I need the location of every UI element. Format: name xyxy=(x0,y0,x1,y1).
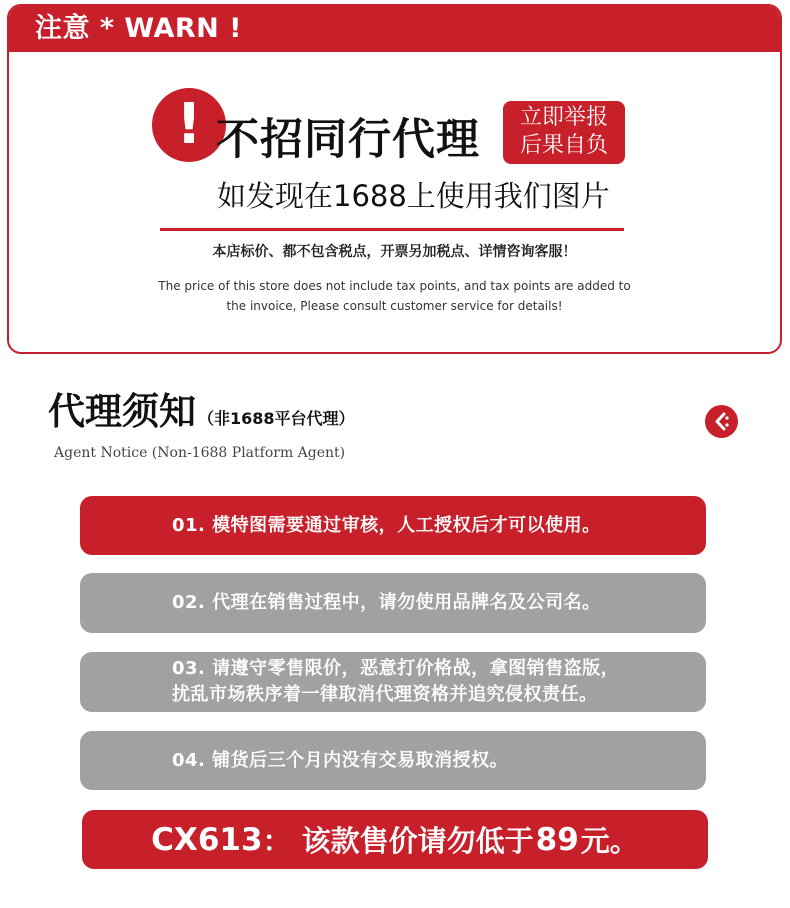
notice-item-text: 01. 模特图需要通过审核，人工授权后才可以使用。 xyxy=(172,514,601,536)
report-badge xyxy=(503,101,625,164)
report-badge-line1: 立即举报 xyxy=(519,105,608,130)
minimum-price-banner xyxy=(82,810,708,869)
notice-item-2 xyxy=(80,573,706,633)
notice-item-4 xyxy=(80,731,706,790)
agent-notice-title-main: 代理须知 xyxy=(48,390,196,433)
notice-item-1 xyxy=(80,496,706,555)
price-unit: 元。 xyxy=(580,824,639,858)
no-peer-agent-headline: 不招同行代理 xyxy=(216,115,480,165)
notice-item-text: 02. 代理在销售过程中，请勿使用品牌名及公司名。 xyxy=(172,592,601,613)
price-text: ： 该款售价请勿低于 xyxy=(262,824,534,858)
notice-item-text: 03. 请遵守零售限价，恶意打价格战，拿图销售盗版， xyxy=(172,658,620,679)
report-badge-line2: 后果自负 xyxy=(519,133,608,158)
divider xyxy=(160,228,624,231)
tax-note-english-line1: The price of this store does not include tax points, and tax points are added to xyxy=(158,279,631,293)
price-value: 89 xyxy=(535,821,579,858)
agent-notice-title xyxy=(48,388,355,436)
alert-icon: ! xyxy=(152,88,226,162)
notice-item-text: 扰乱市场秩序着一律取消代理资格并追究侵权责任。 xyxy=(172,684,598,705)
agent-notice-title-paren: （非1688平台代理） xyxy=(198,409,355,428)
model-number: CX613 xyxy=(151,821,263,858)
agent-notice-subtitle: Agent Notice (Non-1688 Platform Agent) xyxy=(54,445,346,461)
tax-note-english-line2: the invoice, Please consult customer service for details! xyxy=(226,299,563,313)
image-use-subheadline: 如发现在1688上使用我们图片 xyxy=(217,179,610,213)
notice-item-text: 04. 铺货后三个月内没有交易取消授权。 xyxy=(172,749,509,771)
tax-note-english xyxy=(9,276,780,316)
warning-header: 注意 * WARN ! xyxy=(9,6,780,52)
circle-chevron-left-icon[interactable] xyxy=(705,405,738,438)
notice-item-3 xyxy=(80,652,706,712)
warning-card xyxy=(7,4,782,354)
tax-note-chinese: 本店标价、都不包含税点，开票另加税点、详情咨询客服！ xyxy=(212,244,577,260)
